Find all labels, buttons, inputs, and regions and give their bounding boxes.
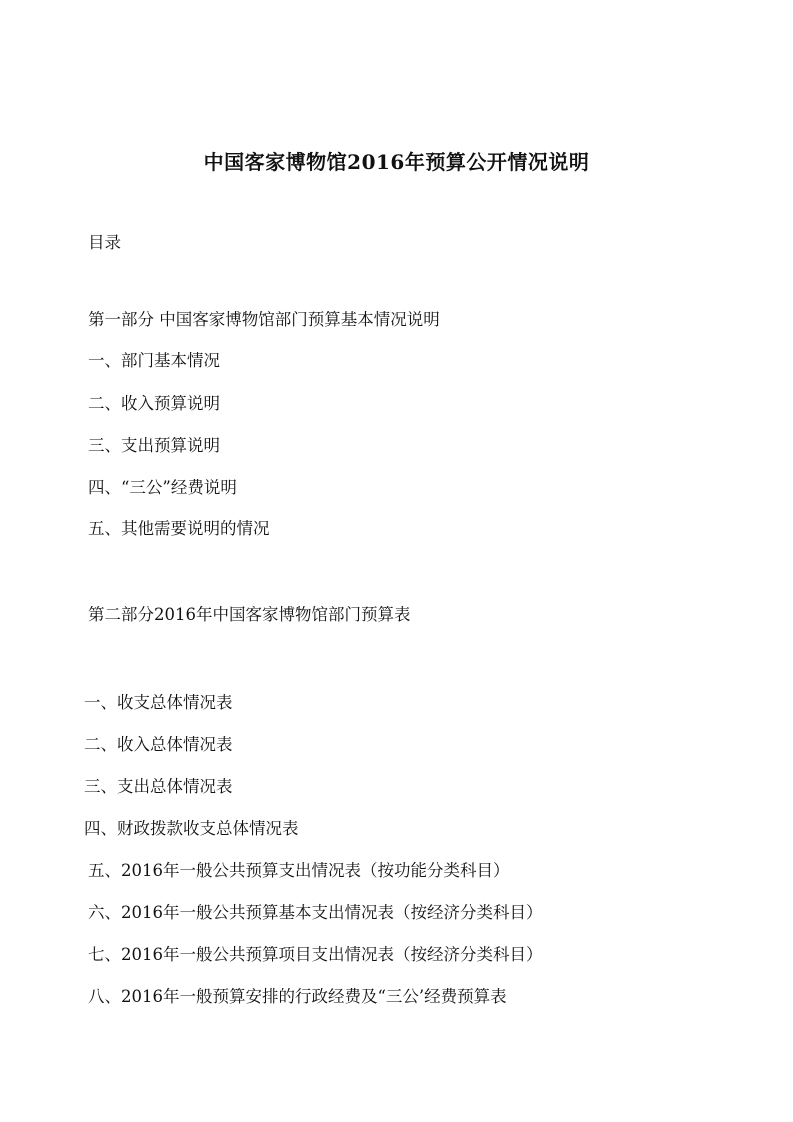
toc-item: 二、收入总体情况表: [84, 735, 233, 754]
toc-item: 七、2016年一般公共预算项目支出情况表（按经济分类科目）: [88, 945, 543, 964]
toc-item: 一、部门基本情况: [88, 351, 220, 370]
document-title: 中国客家博物馆2016年预算公开情况说明: [203, 150, 590, 174]
toc-item: 四、“三公”经费说明: [88, 478, 237, 497]
toc-item: 八、2016年一般预算安排的行政经费及“三公’经费预算表: [88, 987, 507, 1006]
toc-item: 一、收支总体情况表: [84, 693, 233, 712]
toc-item: 六、2016年一般公共预算基本支出情况表（按经济分类科目）: [88, 903, 543, 922]
part1-heading: 第一部分 中国客家博物馆部门预算基本情况说明: [88, 310, 440, 329]
toc-item: 五、2016年一般公共预算支出情况表（按功能分类科目）: [88, 861, 510, 880]
toc-heading: 目录: [88, 233, 121, 252]
toc-item: 二、收入预算说明: [88, 394, 220, 413]
toc-item: 五、其他需要说明的情况: [88, 519, 270, 538]
part2-heading: 第二部分2016年中国客家博物馆部门预算表: [88, 605, 411, 624]
toc-item: 三、支出总体情况表: [84, 777, 233, 796]
toc-item: 四、财政拨款收支总体情况表: [84, 819, 299, 838]
toc-item: 三、支出预算说明: [88, 436, 220, 455]
